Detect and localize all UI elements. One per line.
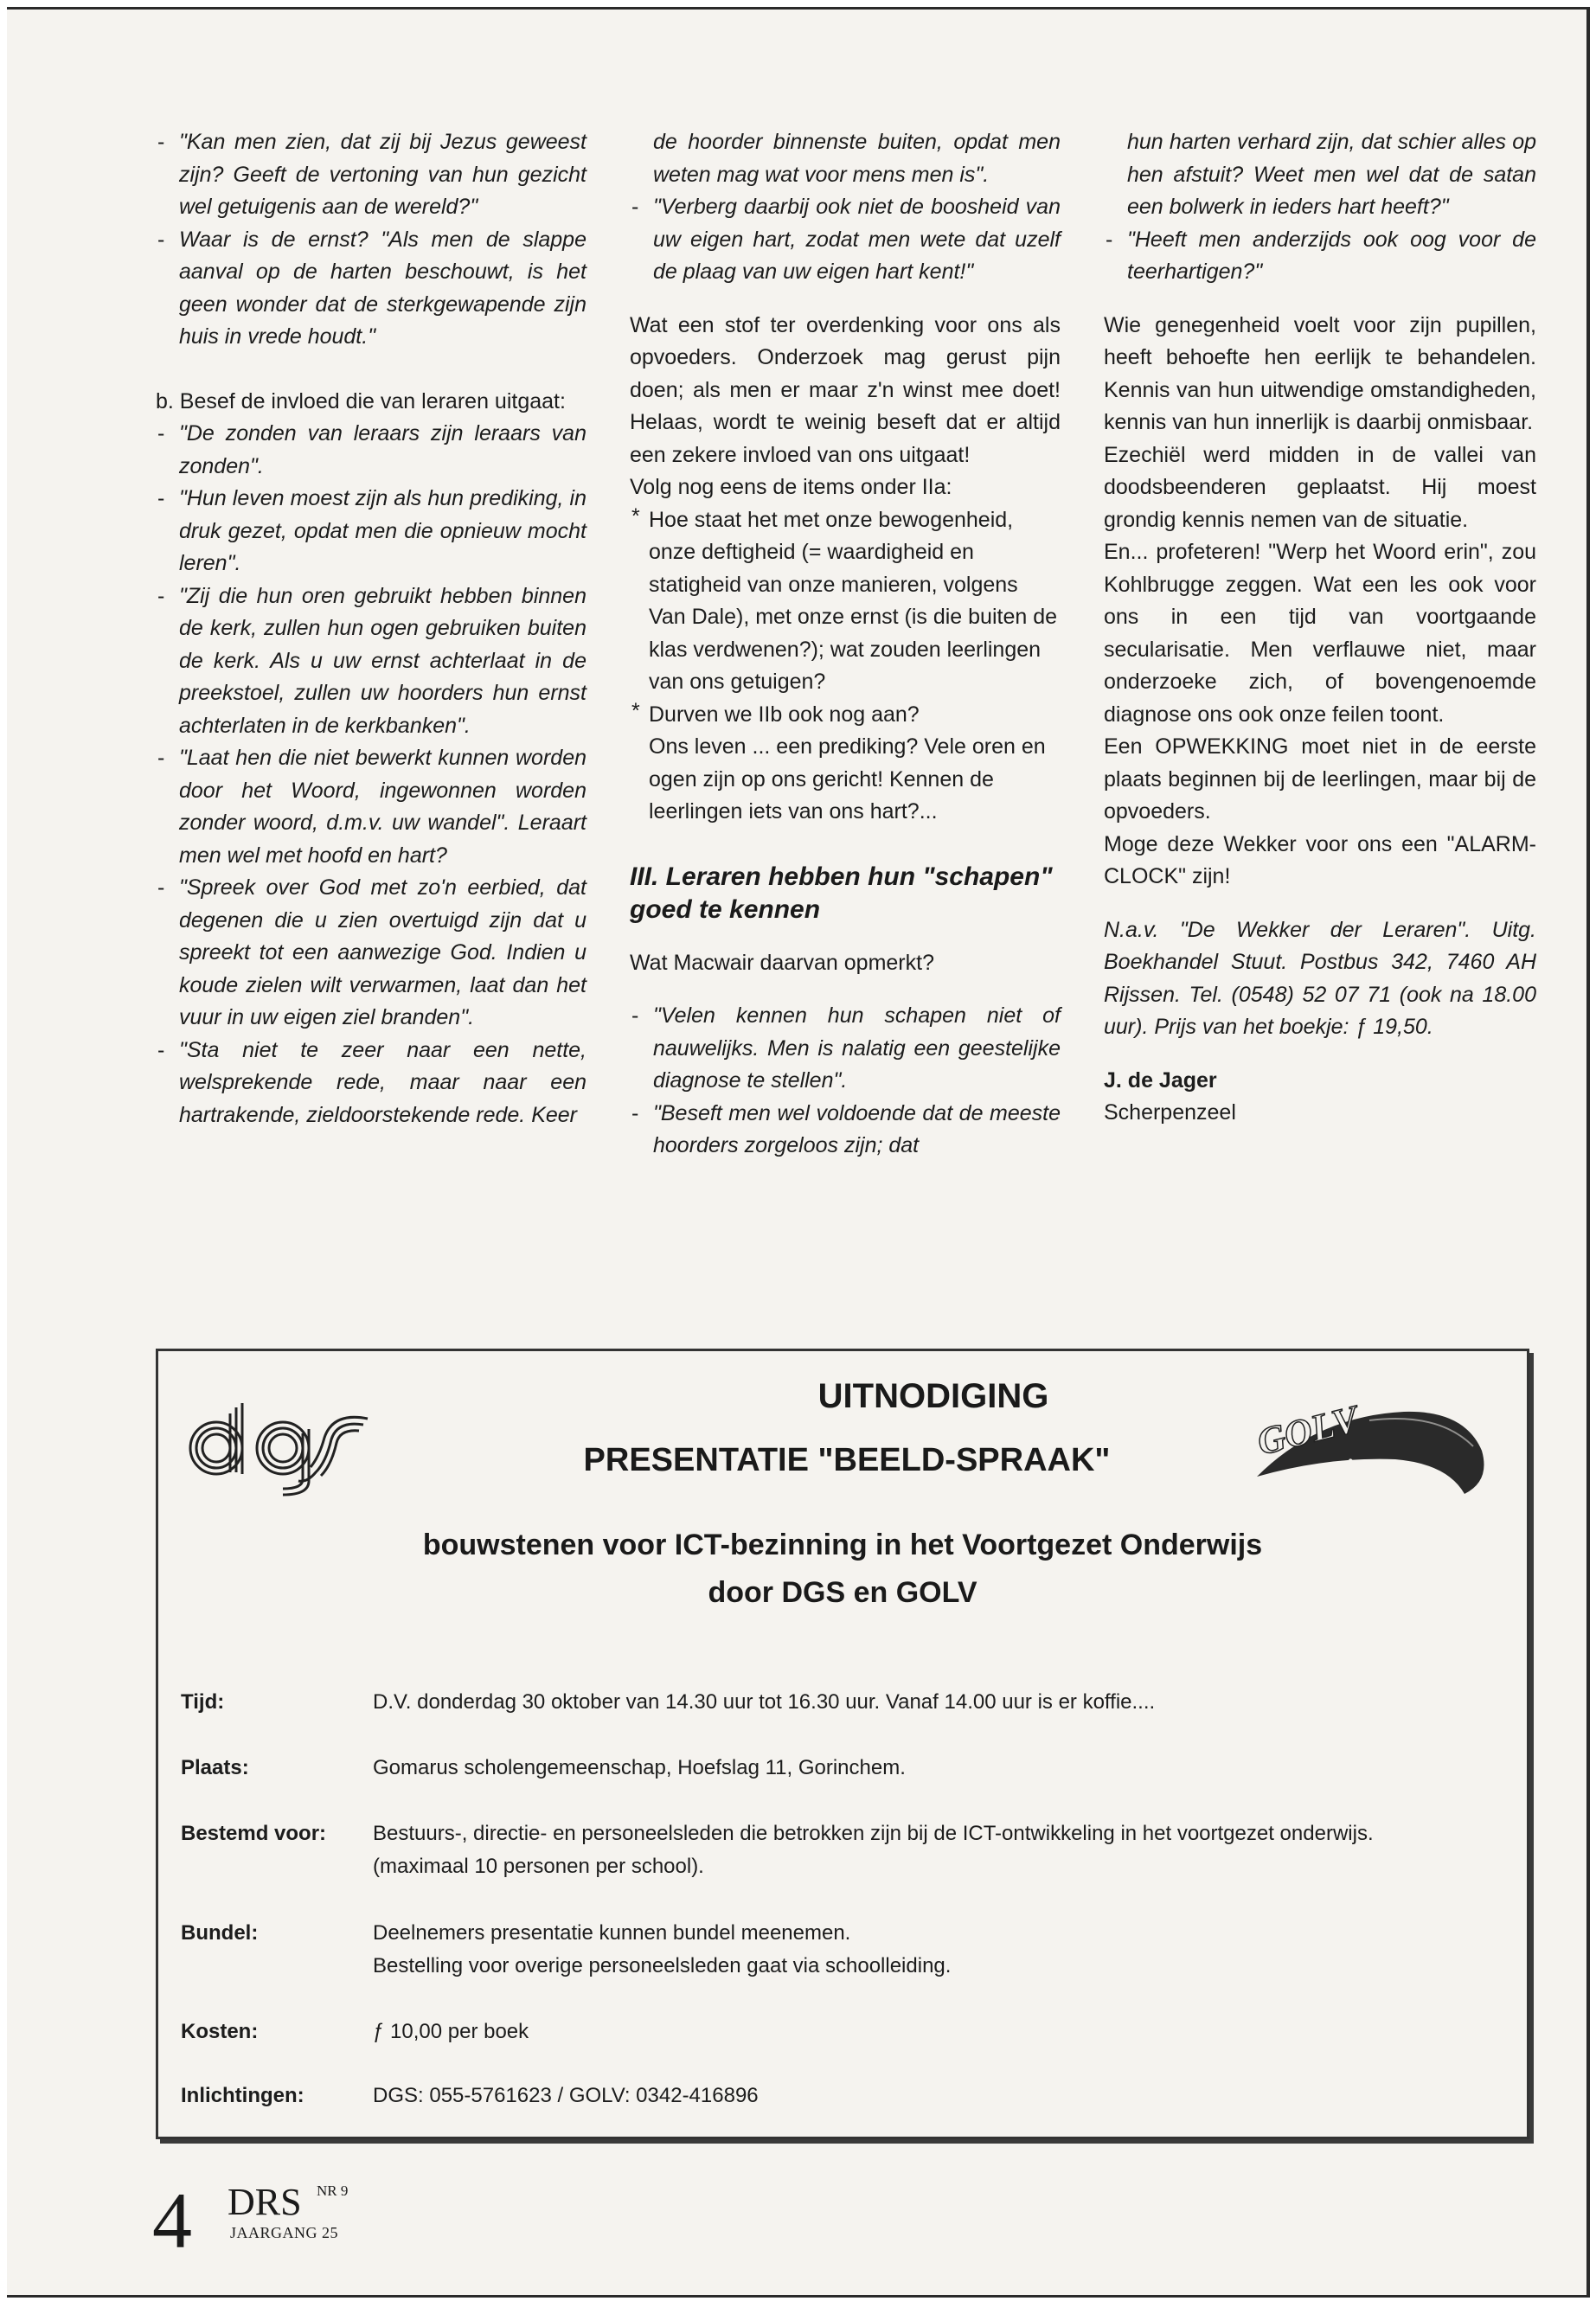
invitation-organizers: door DGS en GOLV [708,1576,977,1609]
paragraph: b. Besef de invloed die van leraren uitgaat: [156,388,566,413]
list-item-continuation: Ons leven ... een prediking? Vele oren en ogen zijn op ons gericht! Kennen de leerlingen iets van ons hart?... [649,734,1046,824]
paragraph: Moge deze Wekker voor ons een "ALARM-CLOCK" zijn! [1104,831,1536,888]
quote: - "Zij die hun oren gebruikt hebben binnen de kerk, zullen hun ogen gebruiken buiten de kerk. Als u uw ernst achterlaat in de preekstoel, zullen uw hoorders hun ernst achterlaten in de kerkbanken". [156,580,586,743]
magazine-name: DRS [228,2181,302,2223]
quote-continuation: de hoorder binnenste buiten, opdat men weten mag wat voor mens men is". [653,130,1061,187]
section-heading: III. Leraren hebben hun "schapen" goed te kennen [630,862,1053,924]
list-item: * Hoe staat het met onze bewogenheid, onze deftigheid (= waardigheid en statigheid van onze manieren, volgens Van Dale), met onze ernst (is die buiten de klas verdwenen?); wat zouden leerlingen van ons getuigen? [630,504,1061,699]
info-label: Plaats: [181,1756,249,1779]
source-note: N.a.v. "De Wekker der Leraren". Uitg. Boekhandel Stuut. Postbus 342, 7460 AH Rijssen. Tel. (0548) 52 07 71 (ook na 18.00 uur). Prijs van het boekje: ƒ 19,50. [1104,917,1536,1039]
text-column-1 [156,126,586,1131]
info-label: Inlichtingen: [181,2084,304,2107]
golv-logo-text: GOLV [1253,1397,1363,1464]
info-value: DGS: 055-5761623 / GOLV: 0342-416896 [373,2084,759,2107]
quote: - "Kan men zien, dat zij bij Jezus geweest zijn? Geeft de vertoning van hun gezicht wel getuigenis aan de wereld?" [156,126,586,224]
quote: - "Sta niet te zeer naar een nette, welsprekende rede, maar naar een hartrakende, zieldoorstekende rede. Keer [156,1035,586,1132]
quote: - "Velen kennen hun schapen niet of nauwelijks. Men is nalatig een geestelijke diagnose te stellen". [630,1000,1061,1098]
paragraph: Wat een stof ter overdenking voor ons als opvoeders. Onderzoek mag gerust pijn doen; als men er maar z'n winst mee doet! Helaas, wordt te weinig beseft dat er altijd een zekere invloed van ons uitgaat! [630,312,1061,467]
info-value: D.V. donderdag 30 oktober van 14.30 uur tot 16.30 uur. Vanaf 14.00 uur is er koffie.... [373,1690,1156,1714]
paragraph: Wat Macwair daarvan opmerkt? [630,950,934,975]
quote: - "Laat hen die niet bewerkt kunnen worden door het Woord, ingewonnen worden zonder woord, d.m.v. uw wandel". Leraart men wel met hoofd en hart? [156,742,586,872]
paragraph: Een OPWEKKING moet niet in de eerste plaats beginnen bij de leerlingen, maar bij de opvoeders. [1104,734,1536,824]
info-value-line2: (maximaal 10 personen per school). [373,1855,704,1878]
list-item: * Durven we IIb ook nog aan? [630,699,1061,732]
info-label: Bestemd voor: [181,1822,327,1845]
info-label: Bundel: [181,1921,259,1945]
info-label: Kosten: [181,2020,259,2043]
invitation-tagline: bouwstenen voor ICT-bezinning in het Voortgezet Onderwijs [422,1529,1263,1561]
quote: - "Spreek over God met zo'n eerbied, dat degenen die u zien overtuigd zijn dat u spreekt tot een aanwezige God. Indien u koude zielen wilt verwarmen, laat dan het vuur in uw eigen ziel branden". [156,872,586,1035]
info-value: Gomarus scholengemeenschap, Hoefslag 11, Gorinchem. [373,1756,906,1779]
quote: - "Verberg daarbij ook niet de boosheid van uw eigen hart, zodat men wete dat uzelf de plaag van uw eigen hart kent!" [630,191,1061,289]
paragraph: Volg nog eens de items onder IIa: [630,475,952,499]
golv-anniversary-text: 75jaar [1318,1449,1392,1487]
info-value: ƒ 10,00 per boek [373,2020,529,2043]
dgs-logo-text: dgs [271,1486,286,1496]
text-column-2 [630,126,1061,1163]
info-value-line2: Bestelling voor overige personeelsleden gaat via schoolleiding. [373,1954,952,1977]
page [7,7,1590,2298]
invitation-subtitle: PRESENTATIE "BEELD-SPRAAK" [583,1442,1111,1478]
quote-continuation: hun harten verhard zijn, dat schier alles op hen afstuit? Weet men wel dat de satan een bolwerk in ieders hart heeft?" [1127,130,1536,219]
quote: - Waar is de ernst? "Als men de slappe aanval op de harten beschouwt, is het geen wonder dat de sterkgewapende zijn huis in vrede houdt." [156,224,586,354]
quote: - "Hun leven moest zijn als hun prediking, in druk gezet, opdat men die opnieuw mocht leren". [156,483,586,580]
author-place: Scherpenzeel [1104,1100,1236,1125]
paragraph: Ezechiël werd midden in de vallei van doodsbeenderen geplaatst. Hij moest grondig kennis nemen van de situatie. [1104,442,1536,532]
author-name: J. de Jager [1104,1067,1217,1093]
info-value: Bestuurs-, directie- en personeelsleden die betrokken zijn bij de ICT-ontwikkeling in het voortgezet onderwijs. [373,1822,1374,1845]
volume-number: JAARGANG 25 [230,2224,339,2241]
quote: - "De zonden van leraars zijn leraars van zonden". [156,418,586,483]
issue-number: NR 9 [317,2182,349,2199]
invitation-title: UITNODIGING [817,1377,1049,1415]
text-column-3 [1104,126,1536,1130]
info-label: Tijd: [181,1690,225,1714]
paragraph: En... profeteren! "Werp het Woord erin", zou Kohlbrugge zeggen. Wat een les ook voor ons in een tijd van voortgaande secularisatie. Men verflauwe niet, maar onderzoeke zich, of bovengenoemde diagnose ons ook onze feilen toont. [1104,540,1536,727]
page-number: 4 [152,2176,192,2265]
invitation-box [156,1349,1529,2139]
quote: - "Heeft men anderzijds ook oog voor de teerhartigen?" [1104,224,1536,289]
paragraph: Wie genegenheid voelt voor zijn pupillen, heeft behoefte hen eerlijk te behandelen. Kennis van hun uitwendige omstandigheden, kennis van hun innerlijk is daarbij onmisbaar. [1104,312,1536,434]
golv-logo [1240,1386,1490,1507]
info-value: Deelnemers presentatie kunnen bundel meenemen. [373,1921,851,1945]
quote: - "Beseft men wel voldoende dat de meeste hoorders zorgeloos zijn; dat [630,1098,1061,1163]
